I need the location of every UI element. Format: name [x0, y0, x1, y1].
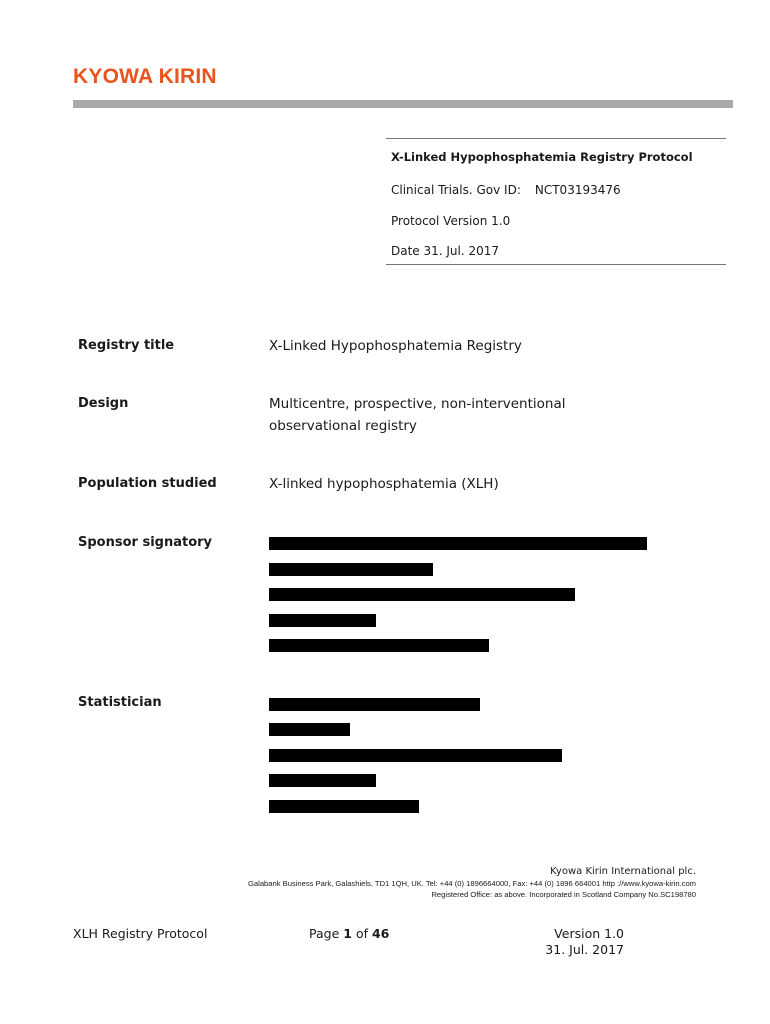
protocol-info-box: [386, 138, 726, 265]
gov-id-label: Clinical Trials. Gov ID:: [391, 183, 521, 197]
redaction-bar: [269, 800, 419, 813]
registry-title-label: Registry title: [78, 338, 175, 353]
header-divider: [73, 100, 733, 108]
protocol-date: Date 31. Jul. 2017: [391, 244, 500, 258]
footer-date: 31. Jul. 2017: [545, 942, 624, 957]
redaction-bar: [269, 774, 376, 787]
design-label: Design: [78, 396, 129, 411]
design-value-line-1: Multicentre, prospective, non-interventional: [269, 396, 566, 412]
redaction-bar: [269, 563, 433, 576]
page-current: 1: [343, 926, 352, 941]
redaction-bar: [269, 537, 647, 550]
population-value: X-linked hypophosphatemia (XLH): [269, 476, 499, 492]
redaction-bar: [269, 723, 350, 736]
page-prefix: Page: [309, 926, 340, 941]
company-name: Kyowa Kirin International plc.: [550, 866, 696, 877]
footer-page-number: [309, 926, 389, 941]
gov-id-line: [391, 183, 621, 197]
protocol-title: X-Linked Hypophosphatemia Registry Protocol: [391, 150, 693, 164]
sponsor-signatory-label: Sponsor signatory: [78, 535, 213, 550]
company-registration: Registered Office: as above. Incorporated in Scotland Company No.SC198780: [431, 890, 696, 899]
redaction-bar: [269, 698, 480, 711]
population-label: Population studied: [78, 476, 217, 491]
gov-id-value: NCT03193476: [534, 183, 621, 197]
company-info: [150, 865, 696, 900]
kyowa-kirin-logo: KYOWA KIRIN: [73, 65, 217, 88]
design-value: [269, 393, 566, 437]
redaction-bar: [269, 614, 376, 627]
protocol-version: Protocol Version 1.0: [391, 214, 511, 228]
footer-version: Version 1.0: [554, 926, 624, 941]
page-of: of: [355, 926, 368, 941]
footer-doc-name: XLH Registry Protocol: [73, 926, 208, 941]
footer-version-date: [500, 926, 624, 958]
page-total: 46: [371, 926, 390, 941]
statistician-label: Statistician: [78, 695, 162, 710]
registry-title-value: X-Linked Hypophosphatemia Registry: [269, 338, 522, 354]
redaction-bar: [269, 749, 562, 762]
redaction-bar: [269, 588, 575, 601]
redaction-bar: [269, 639, 489, 652]
company-address: Galabank Business Park, Galashiels, TD1 1QH, UK. Tel: +44 (0) 1896664000, Fax: +44 (0) 1896 664001 http ://www.kyowa-kirin.com: [248, 879, 696, 888]
design-value-line-2: observational registry: [269, 418, 417, 434]
